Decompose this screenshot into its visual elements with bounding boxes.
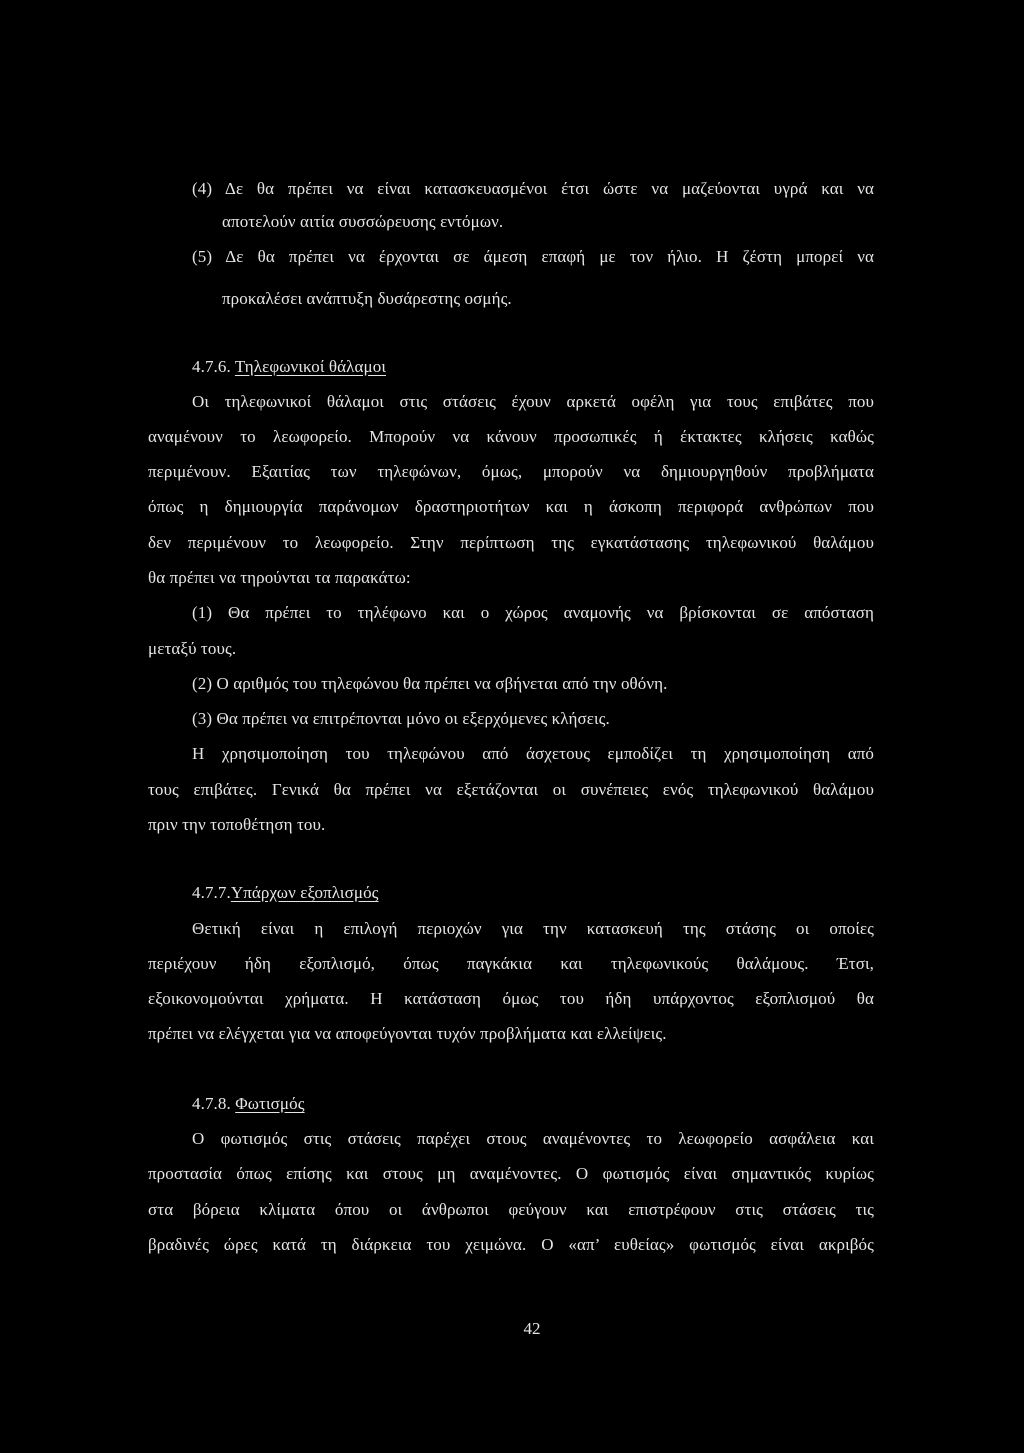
- text-line: (4) Δε θα πρέπει να είναι κατασκευασμένοι έτσι ώστε να μαζεύονται υγρά και να: [192, 179, 874, 198]
- text-line: (2) Ο αριθμός του τηλεφώνου θα πρέπει να σβήνεται από την οθόνη.: [192, 674, 668, 693]
- section-title: Φωτισμός: [235, 1094, 305, 1113]
- text-line: (1) Θα πρέπει το τηλέφωνο και ο χώρος αναμονής να βρίσκονται σε απόσταση: [192, 603, 874, 622]
- text-line: (3) Θα πρέπει να επιτρέπονται μόνο οι εξερχόμενες κλήσεις.: [192, 709, 610, 728]
- section-number: 4.7.8.: [192, 1094, 231, 1113]
- text-line: τους επιβάτες. Γενικά θα πρέπει να εξετάζονται οι συνέπειες ενός τηλεφωνικού θαλάμου: [148, 780, 874, 799]
- text-line: μεταξύ τους.: [148, 639, 237, 658]
- text-line: δεν περιμένουν το λεωφορείο. Στην περίπτωση της εγκατάστασης τηλεφωνικού θαλάμου: [148, 533, 874, 552]
- text-line: αποτελούν αιτία συσσώρευσης εντόμων.: [222, 212, 504, 231]
- text-line: προστασία όπως επίσης και στους μη αναμένοντες. Ο φωτισμός είναι σημαντικός κυρίως: [148, 1164, 874, 1183]
- text-line: εξοικονομούνται χρήματα. Η κατάσταση όμως του ήδη υπάρχοντος εξοπλισμού θα: [148, 989, 874, 1008]
- text-line: προκαλέσει ανάπτυξη δυσάρεστης οσμής.: [222, 289, 512, 308]
- text-line: πρέπει να ελέγχεται για να αποφεύγονται τυχόν προβλήματα και ελλείψεις.: [148, 1024, 667, 1043]
- section-heading: [192, 356, 386, 378]
- text-line: Η χρησιμοποίηση του τηλεφώνου από άσχετους εμποδίζει τη χρησιμοποίηση από: [192, 744, 874, 763]
- text-line: βραδινές ώρες κατά τη διάρκεια του χειμώνα. Ο «απ’ ευθείας» φωτισμός είναι ακριβός: [148, 1235, 874, 1254]
- text-line: Θετική είναι η επιλογή περιοχών για την κατασκευή της στάσης οι οποίες: [192, 919, 874, 938]
- text-line: Ο φωτισμός στις στάσεις παρέχει στους αναμένοντες το λεωφορείο ασφάλεια και: [192, 1129, 874, 1148]
- section-number: 4.7.7.: [192, 883, 231, 902]
- section-heading: [192, 1093, 305, 1115]
- text-line: στα βόρεια κλίματα όπου οι άνθρωποι φεύγουν και επιστρέφουν στις στάσεις τις: [148, 1200, 874, 1219]
- text-line: αναμένουν το λεωφορείο. Μπορούν να κάνουν προσωπικές ή έκτακτες κλήσεις καθώς: [148, 427, 874, 446]
- text-line: όπως η δημιουργία παράνομων δραστηριοτήτων και η άσκοπη περιφορά ανθρώπων που: [148, 497, 874, 516]
- text-line: (5) Δε θα πρέπει να έρχονται σε άμεση επαφή με τον ήλιο. Η ζέστη μπορεί να: [192, 247, 874, 266]
- page-number: 42: [523, 1319, 541, 1338]
- text-line: περιμένουν. Εξαιτίας των τηλεφώνων, όμως, μπορούν να δημιουργηθούν προβλήματα: [148, 462, 874, 481]
- text-line: περιέχουν ήδη εξοπλισμό, όπως παγκάκια και τηλεφωνικούς θαλάμους. Έτσι,: [148, 954, 874, 973]
- section-heading: [192, 882, 379, 904]
- text-line: Οι τηλεφωνικοί θάλαμοι στις στάσεις έχουν αρκετά οφέλη για τους επιβάτες που: [192, 392, 874, 411]
- section-number: 4.7.6.: [192, 357, 231, 376]
- text-line: πριν την τοποθέτηση του.: [148, 815, 326, 834]
- section-title: Τηλεφωνικοί θάλαμοι: [234, 357, 386, 376]
- section-title: Υπάρχων εξοπλισμός: [230, 883, 379, 902]
- text-line: θα πρέπει να τηρούνται τα παρακάτω:: [148, 568, 411, 587]
